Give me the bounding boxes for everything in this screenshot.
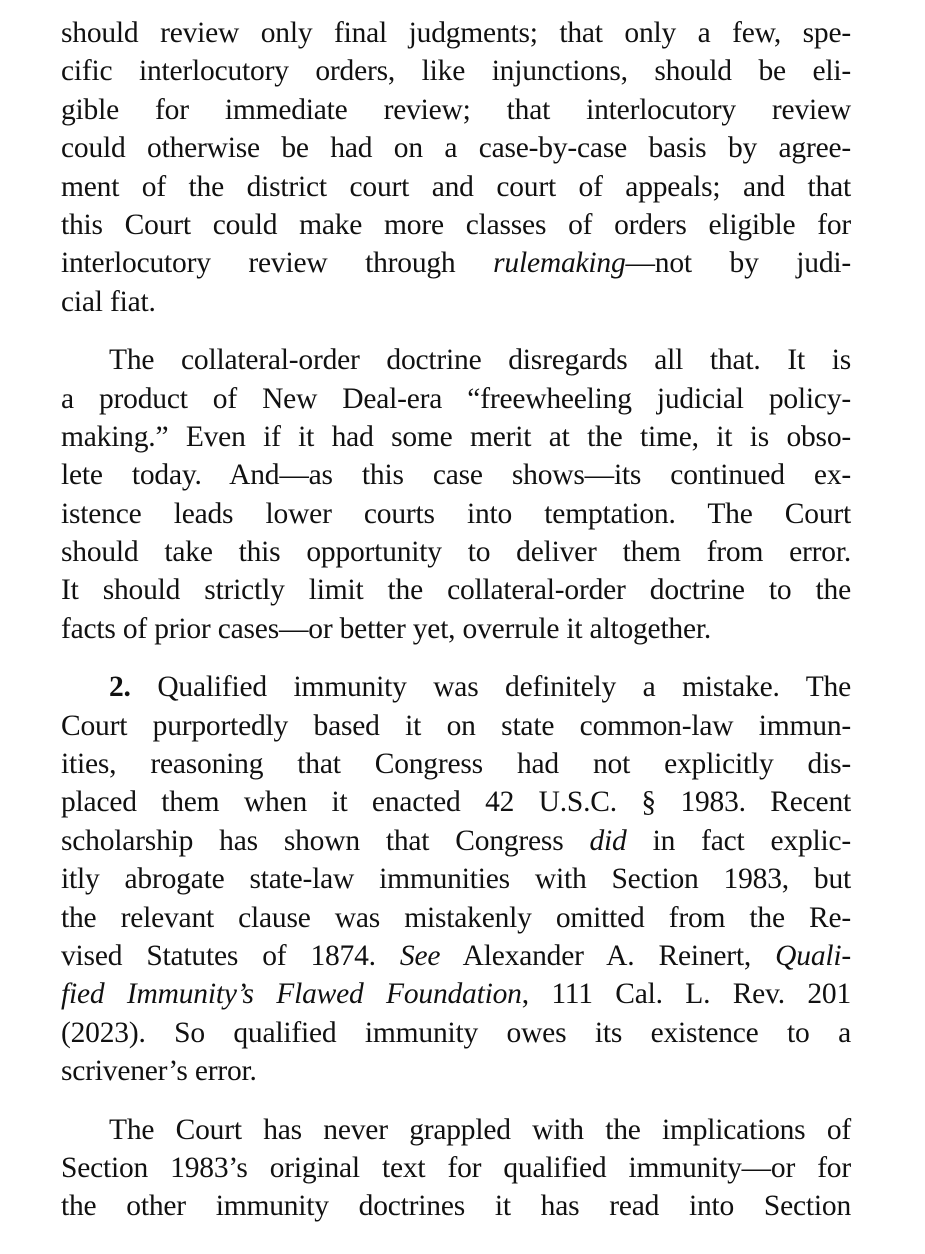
italic-text: did [589,824,627,857]
text-line: scholarship has shown that Congress did in fact explic- [61,824,852,857]
paragraph-collateral-order [61,341,851,648]
text-line: interlocutory review through rulemaking—not by judi- [61,247,851,280]
text-line: ities, reasoning that Congress had not explicitly dis- [61,748,851,781]
text-line: (2023). So qualified immunity owes its existence to a [61,1016,851,1049]
text-line: It should strictly limit the collateral-order doctrine to the [61,574,851,607]
text-line: Court purportedly based it on state common-law immun- [61,709,851,742]
text-line: Section 1983’s original text for qualified immunity—or for [61,1151,851,1184]
italic-text: rulemaking [493,247,626,280]
text-line: The Court has never grappled with the implications of [109,1113,851,1146]
bold-text: 2. [109,671,131,704]
text-line: making.” Even if it had some merit at the time, it is obso- [61,420,851,453]
italic-text: Quali- [775,939,851,972]
text-line: The collateral-order doctrine disregards all that. It is [109,344,851,377]
italic-text: See [399,939,441,972]
text-line: a product of New Deal-era “freewheeling judicial policy- [61,382,851,415]
document-page [61,14,851,1226]
text-line: itly abrogate state-law immunities with Section 1983, but [61,863,851,896]
text-line: vised Statutes of 1874. See Alexander A. Reinert, Quali- [61,939,851,972]
text-line: should review only final judgments; that only a few, spe- [61,17,851,49]
text-line: cific interlocutory orders, like injunctions, should be eli- [61,55,851,88]
paragraph-interlocutory-review [61,14,851,321]
text-line: ment of the district court and court of appeals; and that [61,170,851,203]
paragraph-qualified-immunity [61,668,851,1090]
italic-text: fied Immunity’s Flawed Foundation [61,978,522,1011]
text-line: gible for immediate review; that interlocutory review [61,93,851,126]
text-line: the other immunity doctrines it has read into Section [61,1190,851,1223]
text-line: istence leads lower courts into temptation. The Court [61,497,851,530]
text-line: should take this opportunity to deliver them from error. [61,536,851,569]
text-line: cial fiat. [61,285,156,318]
text-line: lete today. And—as this case shows—its continued ex- [61,459,851,492]
text-line: placed them when it enacted 42 U.S.C. § 1983. Recent [61,786,851,819]
text-line: facts of prior cases—or better yet, overrule it altogether. [61,612,712,645]
text-line: could otherwise be had on a case-by-case basis by agree- [61,132,851,165]
paragraph-section-1983 [61,1111,851,1226]
text-line: fied Immunity’s Flawed Foundation, 111 Cal. L. Rev. 201 [61,978,851,1011]
text-line: this Court could make more classes of orders eligible for [61,208,851,241]
text-line: scrivener’s error. [61,1055,257,1088]
text-line: 2. Qualified immunity was definitely a mistake. The [109,671,851,704]
text-line: the relevant clause was mistakenly omitted from the Re- [61,901,851,934]
